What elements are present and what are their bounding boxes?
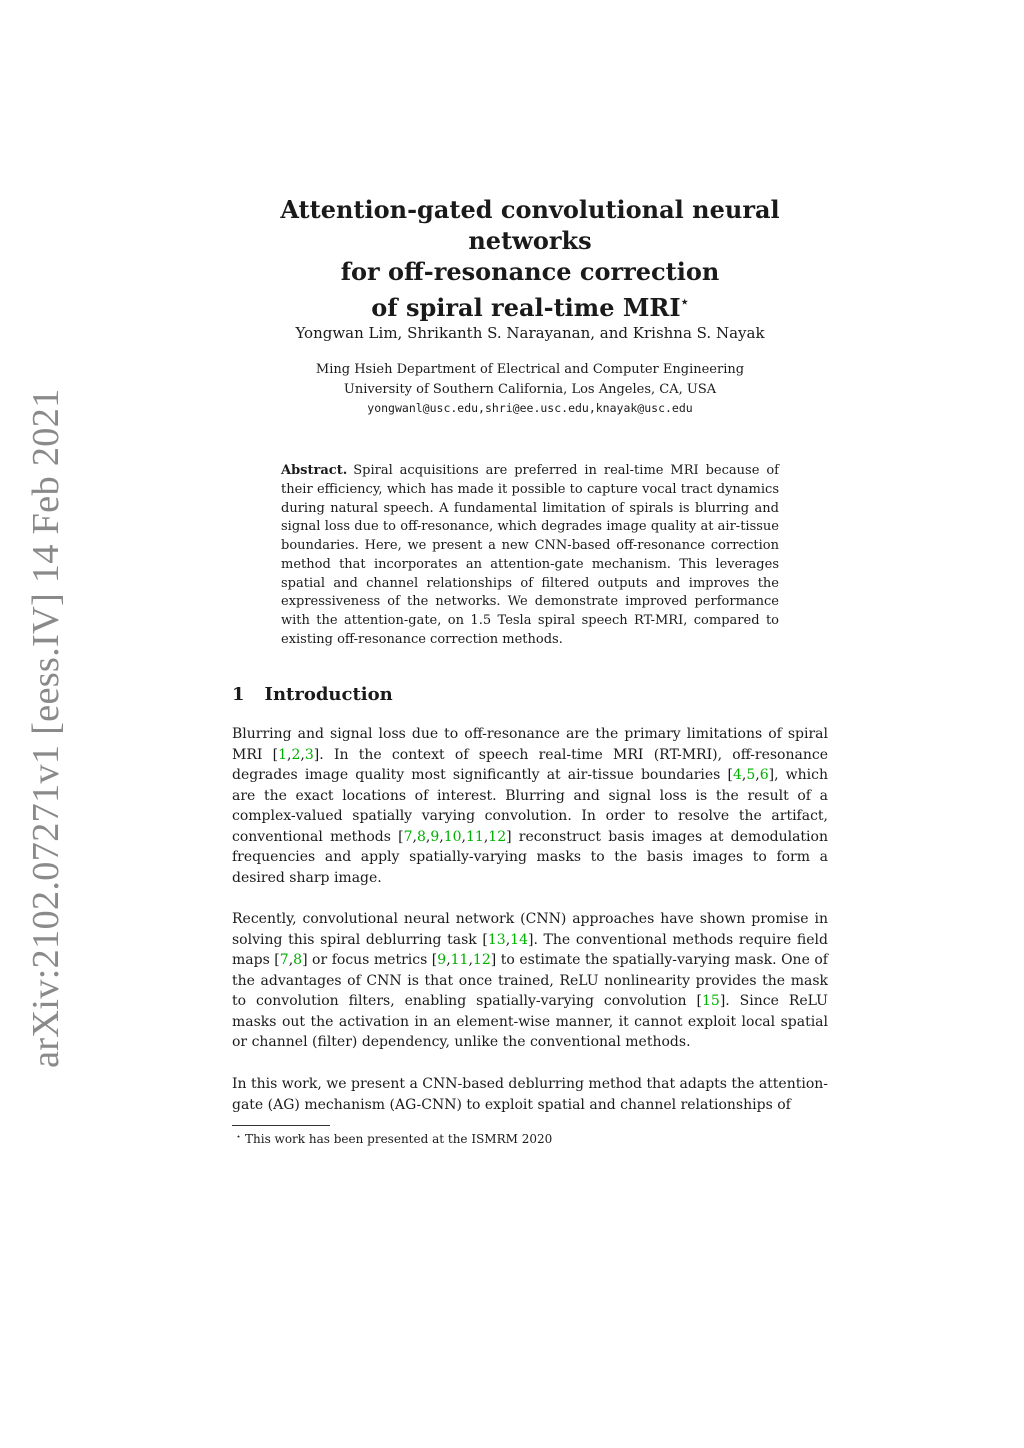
footnote-divider bbox=[232, 1125, 330, 1126]
paragraph-text: ], which are the exact locations of interest. Blurring and signal loss is the result of a complex-valued spatially varying convolution. In order to resolve the artifact, conventional methods [ bbox=[232, 767, 828, 845]
footnote bbox=[236, 1129, 552, 1147]
citation-link[interactable]: 11 bbox=[466, 828, 484, 845]
affiliation bbox=[220, 360, 840, 419]
citation-link[interactable]: 12 bbox=[488, 828, 507, 845]
paragraph-text: ]. In the context of speech real-time MRI (RT-MRI), off-resonance degrades image quality most significantly at air-tissue boundaries [ bbox=[232, 746, 828, 783]
title-footnote-mark: ⋆ bbox=[680, 295, 689, 310]
footnote-mark: ⋆ bbox=[236, 1132, 242, 1141]
citation-link[interactable]: 3 bbox=[304, 746, 314, 763]
abstract bbox=[281, 462, 779, 650]
abstract-text: Spiral acquisitions are preferred in real-time MRI because of their efficiency, which has made it possible to capture vocal tract dynamics during natural speech. A fundamental limitation of spirals is blurring and signal loss due to off-resonance, which degrades image quality at air-tissue boundaries. Here, we present a new CNN-based off-resonance correction method that incorporates an attention-gate mechanism. This leverages spatial and channel relationships of filtered outputs and improves the expressiveness of the networks. We demonstrate improved performance with the attention-gate, on 1.5 Tesla spiral speech RT-MRI, compared to existing off-resonance correction methods. bbox=[281, 463, 779, 647]
title-line: Attention-gated convolutional neural networks bbox=[280, 195, 780, 255]
citation-link[interactable]: 12 bbox=[472, 952, 491, 968]
title-line-text: of spiral real-time MRI bbox=[371, 293, 681, 322]
section-title: Introduction bbox=[264, 684, 393, 705]
affiliation-university: University of Southern California, Los Angeles, CA, USA bbox=[343, 381, 717, 397]
citation-link[interactable]: 7 bbox=[279, 952, 289, 968]
author-list: Yongwan Lim, Shrikanth S. Narayanan, and Krishna S. Nayak bbox=[295, 324, 765, 342]
paragraph-text: Recently, convolutional neural network (CNN) approaches have shown promise in solving this spiral deblurring task [ bbox=[232, 911, 828, 948]
citation-link[interactable]: 1 bbox=[278, 746, 288, 763]
abstract-label: Abstract. bbox=[281, 463, 348, 478]
citation-link[interactable]: 14 bbox=[510, 931, 528, 948]
title-line: for off-resonance correction bbox=[340, 257, 720, 286]
citation-link[interactable]: 7 bbox=[403, 828, 413, 845]
paragraph-text: ] or focus metrics [ bbox=[302, 952, 438, 968]
citation-link[interactable]: 8 bbox=[416, 828, 426, 845]
author-emails: yongwanl@usc.edu,shri@ee.usc.edu,knayak@usc.edu bbox=[367, 401, 693, 415]
paragraph-text: Blurring and signal loss due to off-resonance are the primary limitations of spiral MRI [ bbox=[232, 726, 828, 763]
citation-link[interactable]: 9 bbox=[437, 952, 447, 968]
citation-link[interactable]: 10 bbox=[443, 828, 462, 845]
citation-link[interactable]: 8 bbox=[293, 952, 303, 968]
paragraph-text: ] reconstruct basis images at demodulation frequencies and apply spatially-varying masks to the basis images to form a desired sharp image. bbox=[232, 828, 828, 886]
footnote-text: This work has been presented at the ISMRM 2020 bbox=[245, 1132, 553, 1146]
citation-link[interactable]: 6 bbox=[759, 767, 769, 783]
citation-link[interactable]: 11 bbox=[450, 952, 469, 968]
citation-link[interactable]: 9 bbox=[430, 828, 440, 845]
paragraph-text: ]. Since ReLU masks out the activation in an element-wise manner, it cannot exploit local spatial or channel (filter) dependency, unlike the conventional methods. bbox=[232, 993, 828, 1050]
section-number: 1 bbox=[232, 684, 245, 705]
citation-link[interactable]: 4 bbox=[732, 767, 742, 783]
citation-link[interactable]: 5 bbox=[746, 767, 756, 783]
paragraph-text: ] to estimate the spatially-varying mask. One of the advantages of CNN is that once trained, ReLU nonlinearity provides the mask to convolution filters, enabling spatially-varying convolution [ bbox=[232, 952, 828, 1009]
arxiv-identifier: arXiv:2102.07271v1 [eess.IV] 14 Feb 2021 bbox=[25, 388, 67, 1068]
affiliation-department: Ming Hsieh Department of Electrical and Computer Engineering bbox=[315, 362, 745, 377]
paragraph-text: ]. The conventional methods require field maps [ bbox=[232, 931, 828, 968]
citation-link[interactable]: 13 bbox=[487, 931, 506, 948]
citation-link[interactable]: 15 bbox=[701, 993, 720, 1009]
paper-title bbox=[220, 194, 840, 323]
section-heading bbox=[232, 683, 393, 707]
body-paragraph: Recently, convolutional neural network (CNN) approaches have shown promise in solving this spiral deblurring task [13,14]. The conventional methods require field maps [7,8] or focus metrics [9,11,12] to estimate the spatially-varying mask. One of the advantages of CNN is that once trained, ReLU nonlinearity provides the mask to convolution filters, enabling spatially-varying convolution [15]. Since ReLU masks out the activation in an element-wise manner, it cannot exploit local spatial or channel (filter) dependency, unlike the conventional methods. bbox=[232, 911, 828, 1050]
citation-link[interactable]: 2 bbox=[291, 746, 301, 763]
body-paragraph: In this work, we present a CNN-based deblurring method that adapts the attention-gate (AG) mechanism (AG-CNN) to exploit spatial and channel relationships of bbox=[232, 1076, 828, 1113]
title-line bbox=[220, 287, 840, 323]
body-paragraph: Blurring and signal loss due to off-resonance are the primary limitations of spiral MRI [1,2,3]. In the context of speech real-time MRI (RT-MRI), off-resonance degrades image quality most significantly at air-tissue boundaries [4,5,6], which are the exact locations of interest. Blurring and signal loss is the result of a complex-valued spatially varying convolution. In order to resolve the artifact, conventional methods [7,8,9,10,11,12] reconstruct basis images at demodulation frequencies and apply spatially-varying masks to the basis images to form a desired sharp image. bbox=[232, 726, 828, 886]
